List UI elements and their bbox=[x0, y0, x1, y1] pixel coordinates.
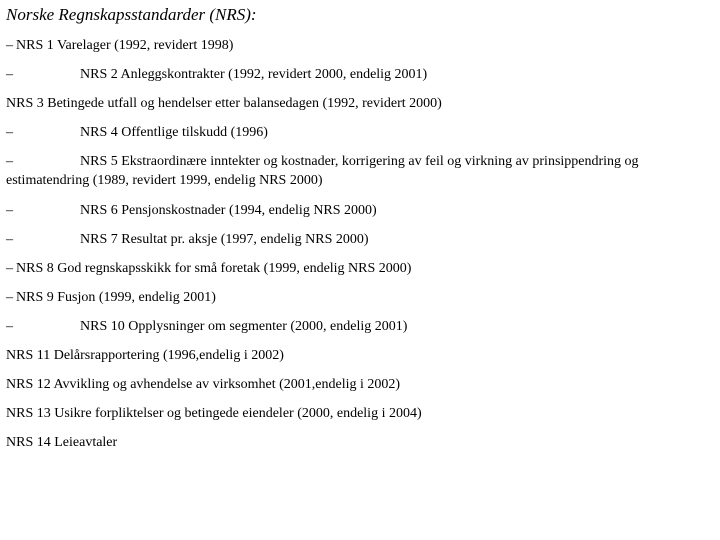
list-item-text: NRS 11 Delårsrapportering (1996,endelig i 2002) bbox=[6, 348, 284, 363]
list-item bbox=[6, 346, 706, 375]
list-item bbox=[6, 404, 706, 433]
list-item bbox=[6, 123, 706, 152]
list-item-text: NRS 14 Leieavtaler bbox=[6, 435, 118, 450]
list-item-text: NRS 8 God regnskapsskikk for små foretak (1999, endelig NRS 2000) bbox=[16, 261, 412, 276]
list-item bbox=[6, 433, 706, 462]
list-item bbox=[6, 259, 706, 288]
list-item-text: NRS 4 Offentlige tilskudd (1996) bbox=[80, 125, 268, 140]
list-item-text: NRS 9 Fusjon (1999, endelig 2001) bbox=[16, 290, 216, 305]
list-item bbox=[6, 230, 706, 259]
dash-bullet: – bbox=[6, 290, 13, 305]
list-item-text: NRS 1 Varelager (1992, revidert 1998) bbox=[16, 38, 234, 53]
list-item bbox=[6, 317, 706, 346]
list-item-text: NRS 3 Betingede utfall og hendelser etter balansedagen (1992, revidert 2000) bbox=[6, 96, 442, 111]
list-item bbox=[6, 152, 706, 201]
list-item bbox=[6, 94, 706, 123]
list-item-text: NRS 7 Resultat pr. aksje (1997, endelig NRS 2000) bbox=[80, 232, 369, 247]
dash-bullet: – bbox=[6, 38, 13, 53]
standards-list bbox=[6, 36, 706, 462]
list-item bbox=[6, 36, 706, 65]
list-item-text: NRS 10 Opplysninger om segmenter (2000, endelig 2001) bbox=[80, 319, 408, 334]
dash-bullet: – bbox=[6, 67, 13, 82]
dash-bullet: – bbox=[6, 319, 13, 334]
dash-bullet: – bbox=[6, 203, 13, 218]
dash-bullet: – bbox=[6, 154, 13, 169]
list-item-text: NRS 2 Anleggskontrakter (1992, revidert 2000, endelig 2001) bbox=[80, 67, 428, 82]
list-item bbox=[6, 201, 706, 230]
list-item bbox=[6, 65, 706, 94]
dash-bullet: – bbox=[6, 125, 13, 140]
list-item bbox=[6, 375, 706, 404]
document-title: Norske Regnskapsstandarder (NRS): bbox=[6, 5, 257, 24]
list-item-text: NRS 12 Avvikling og avhendelse av virksomhet (2001,endelig i 2002) bbox=[6, 377, 401, 392]
dash-bullet: – bbox=[6, 261, 13, 276]
list-item-text: NRS 13 Usikre forpliktelser og betingede eiendeler (2000, endelig i 2004) bbox=[6, 406, 422, 421]
list-item-text: NRS 6 Pensjonskostnader (1994, endelig NRS 2000) bbox=[80, 203, 377, 218]
list-item bbox=[6, 288, 706, 317]
dash-bullet: – bbox=[6, 232, 13, 247]
list-item-text: NRS 5 Ekstraordinære inntekter og kostnader, korrigering av feil og virkning av prinsippendring og estimatendring (1989, revidert 1999, endelig NRS 2000) bbox=[6, 154, 639, 188]
